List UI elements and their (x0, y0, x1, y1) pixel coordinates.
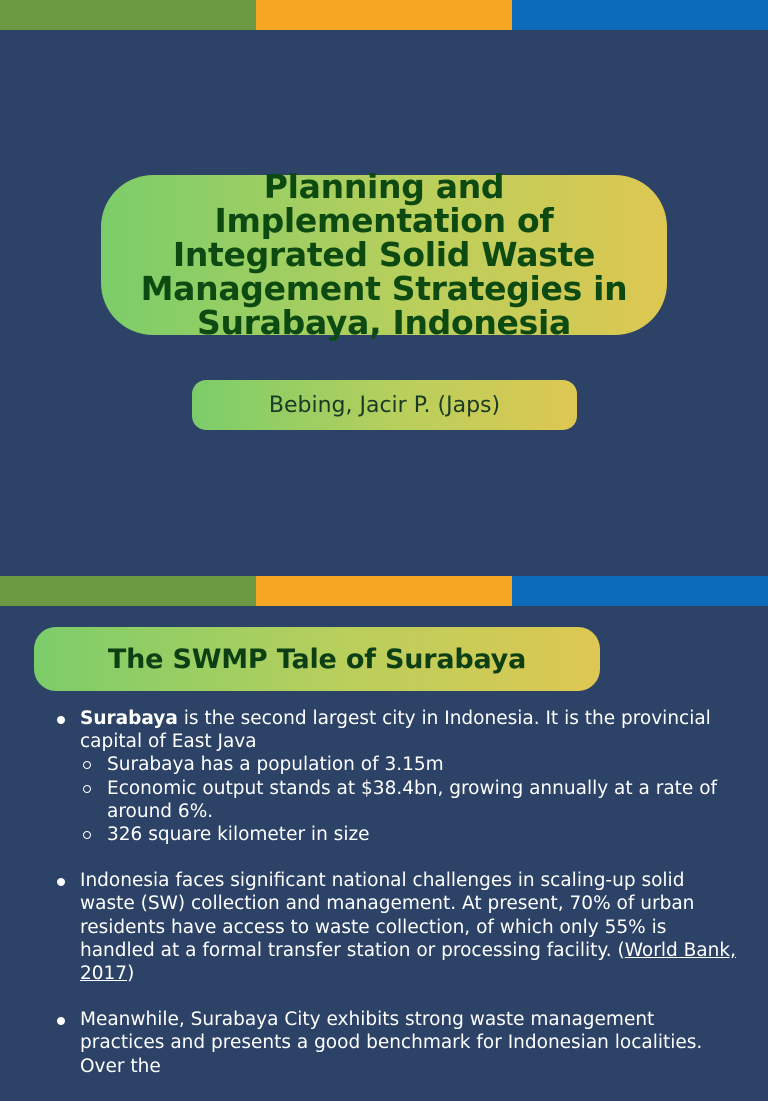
bullet-text: is the second largest city in Indonesia. It is the provincial capital of East Java (80, 708, 711, 753)
sub-list-item: Surabaya has a population of 3.15m (52, 753, 742, 776)
stripe-green-segment (0, 576, 256, 606)
stripe-blue-segment (512, 576, 768, 606)
top-color-stripe (0, 0, 768, 30)
bullet-text: Meanwhile, Surabaya City exhibits strong waste management practices and presents a good benchmark for Indonesian localities. Over the (80, 1009, 703, 1077)
bold-term: Surabaya (80, 708, 178, 729)
stripe-orange-segment (256, 0, 512, 30)
list-item (52, 707, 742, 753)
presentation-title: Planning and Implementation of Integrated Solid Waste Management Strategies in Surabaya, Indonesia (140, 167, 628, 342)
content-slide (0, 606, 768, 1077)
bullet-list (52, 707, 742, 1101)
title-banner (101, 167, 667, 342)
author-banner (192, 380, 577, 430)
title-slide (0, 30, 768, 576)
section-heading-banner (34, 627, 600, 691)
bullet-text-end: ) (127, 963, 135, 985)
stripe-green-segment (0, 0, 256, 30)
divider-color-stripe (0, 576, 768, 606)
bullet-text: Indonesia faces significant national challenges in scaling-up solid waste (SW) collection and management. At present, 70% of urban residents have access to waste collection, of which only 55% is handled at a formal transfer station or processing facility. ( (80, 870, 695, 961)
list-item (52, 869, 742, 985)
citation-link[interactable]: World Bank, 2017 (80, 939, 736, 985)
sub-list-item: Economic output stands at $38.4bn, growing annually at a rate of around 6%. (52, 777, 742, 823)
stripe-orange-segment (256, 576, 512, 606)
sub-list (52, 753, 742, 846)
stripe-blue-segment (512, 0, 768, 30)
list-item (52, 1008, 742, 1078)
section-heading: The SWMP Tale of Surabaya (107, 643, 527, 675)
sub-list-item: 326 square kilometer in size (52, 823, 742, 846)
author-name: Bebing, Jacir P. (Japs) (268, 392, 501, 418)
